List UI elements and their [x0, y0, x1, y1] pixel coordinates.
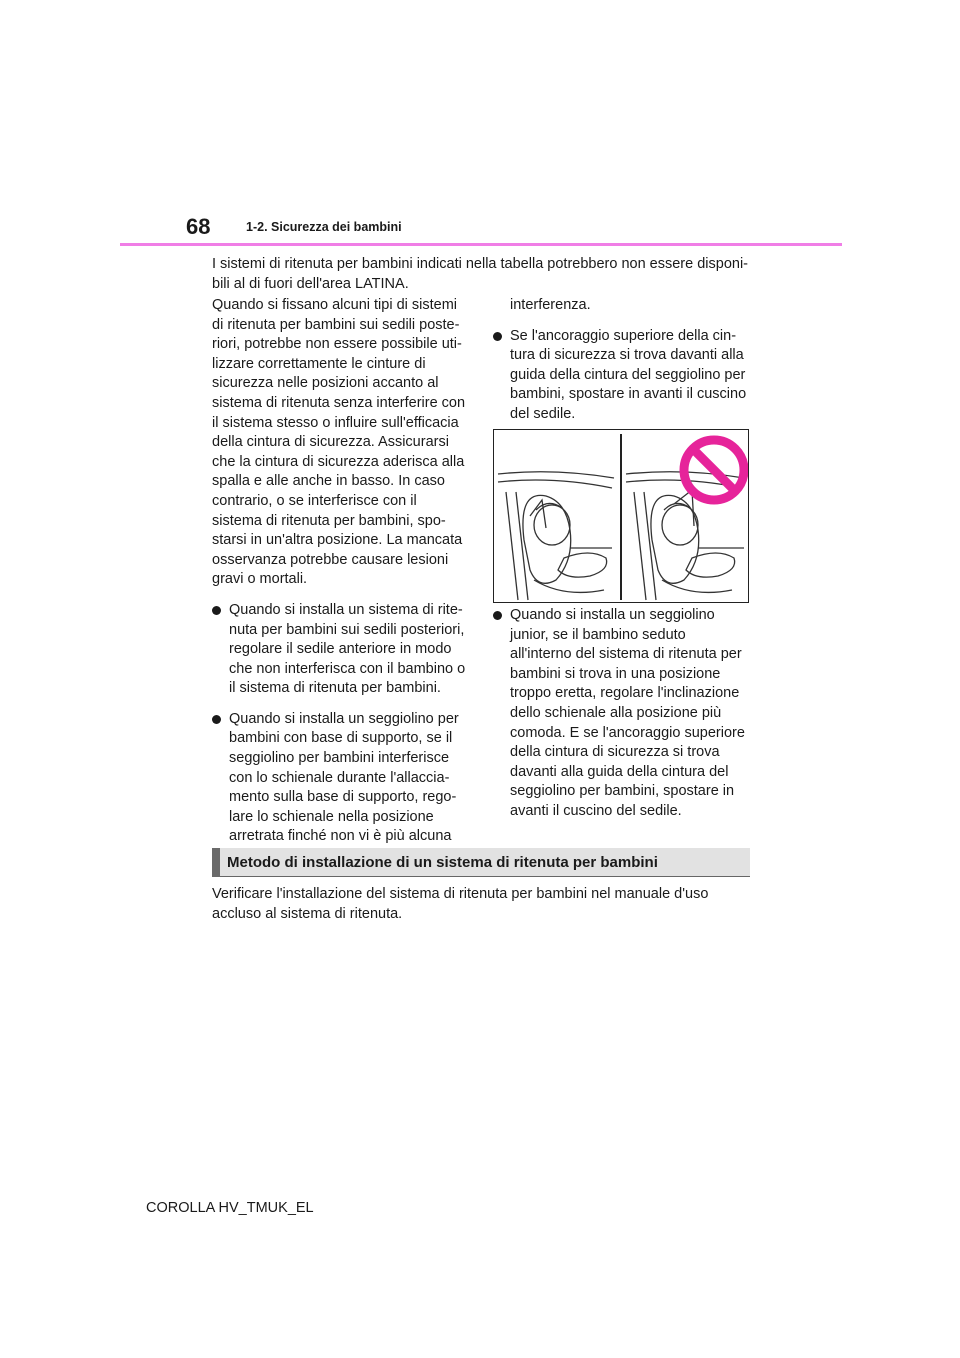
section-heading-bar	[212, 848, 220, 877]
child-seat	[534, 505, 570, 545]
list-item	[212, 710, 468, 847]
header-rule	[120, 243, 842, 246]
list-item-text: Se l'ancoraggio superiore della cin-tura di sicurezza si trova davanti alla guida della cintura del seggiolino per bambini, spostare in avanti il cuscino del sedile.	[510, 327, 747, 422]
page-number: 68	[186, 214, 211, 239]
right-panel	[626, 472, 744, 600]
seat-back	[651, 495, 699, 583]
bullet-icon	[493, 332, 502, 341]
list-item	[493, 327, 749, 425]
left-column	[212, 296, 468, 858]
section-body: Verificare l'installazione del sistema di ritenuta per bambini nel manuale d'uso accluso al sistema di ritenuta.	[212, 886, 709, 922]
window-line	[498, 480, 612, 488]
bullet-icon	[212, 715, 221, 724]
bullet-icon	[212, 606, 221, 615]
seat-back	[523, 495, 571, 583]
right-column	[493, 296, 749, 436]
warning-paragraph: Quando si fissano alcuni tipi di sistemi di ritenuta per bambini sui sedili poste-riori, potrebbe non essere possibile uti-lizzare correttamente le cinture di sicurezza nelle posizioni accanto al sistema di ritenuta senza interferire con il sistema stesso o influire sull'efficacia della cintura di sicurezza. Assicurarsi che la cintura di sicurezza aderisca alla spalla e alle anche in basso. In caso contrario, o se interferisce con il sistema di ritenuta per bambini, spo-starsi in un'altra posizione. La mancata osservanza potrebbe causare lesioni gravi o mortali.	[212, 297, 466, 588]
list-item-text: Quando si installa un sistema di rite-nuta per bambini sui sedili posteriori, regolare il sedile anteriore in modo che non interferisca con il bambino o il sistema di ritenuta per bambini.	[229, 601, 466, 697]
pillar-line	[516, 492, 528, 600]
right-column-lower	[493, 606, 749, 833]
intro-paragraph: I sistemi di ritenuta per bambini indicati nella tabella potrebbero non essere disponi-bili al di fuori dell'area LATINA.	[212, 256, 748, 292]
continuation-text: interferenza.	[510, 297, 591, 313]
list-item	[493, 606, 749, 822]
section-heading	[212, 848, 750, 877]
bullet-icon	[493, 611, 502, 620]
section-title: 1-2. Sicurezza dei bambini	[246, 220, 402, 234]
seat-illustration	[493, 429, 749, 603]
list-item-text: Quando si installa un seggiolino per bambini con base di supporto, se il seggiolino per bambini interferisce con lo schienale durante l'allaccia-mento sulla base di supporto, rego-lare lo schienale nella posizione arretrata finché non vi è più alcuna	[229, 710, 459, 845]
roof-line	[498, 472, 614, 478]
list-item	[212, 601, 468, 699]
seat-base	[534, 580, 604, 592]
pillar-line	[634, 492, 646, 600]
footer-model: COROLLA HV_TMUK_EL	[146, 1200, 314, 1216]
section-heading-text: Metodo di installazione di un sistema di ritenuta per bambini	[227, 854, 658, 871]
left-panel	[498, 472, 614, 600]
pillar-line	[506, 492, 518, 600]
seat-base	[662, 580, 732, 592]
prohibition-icon	[684, 440, 744, 500]
seat-drawing	[494, 430, 748, 602]
list-item-text: Quando si installa un seggiolino junior, se il bambino seduto all'interno del sistema di ritenuta per bambini si trova in una posizione troppo eretta, regolare l'inclinazione dello schienale alla posizione più comoda. E se l'ancoraggio superiore della cintura di sicurezza si trova davanti alla guida della cintura del seggiolino per bambini, spostare in avanti il cuscino del sedile.	[510, 607, 745, 819]
pillar-line	[644, 492, 656, 600]
